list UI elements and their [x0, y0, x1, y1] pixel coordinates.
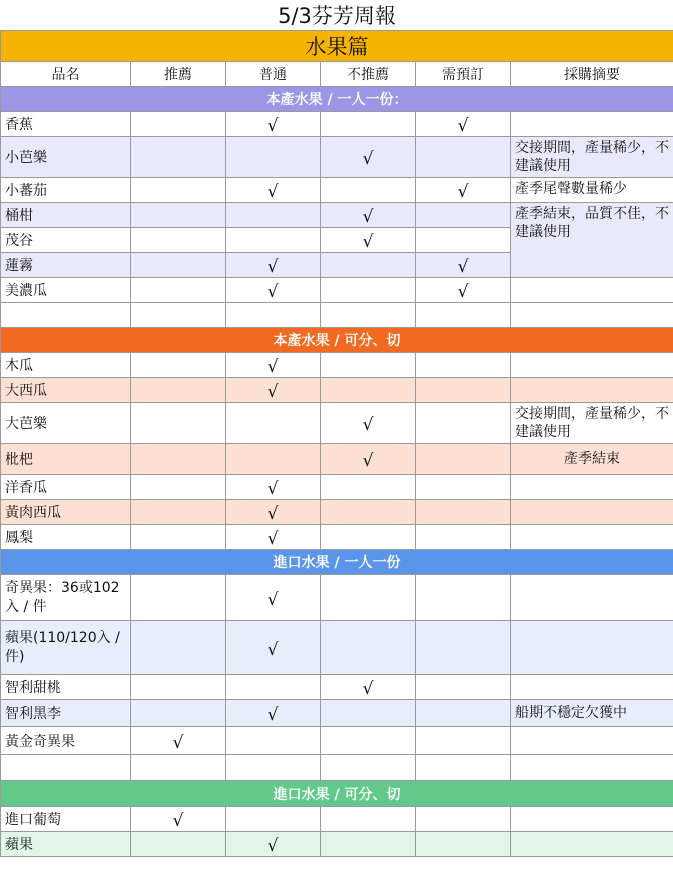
spacer-row [1, 303, 673, 328]
table-row [1, 178, 673, 203]
recommend-cell [131, 253, 226, 278]
not-recommend-cell [321, 353, 416, 378]
preorder-cell: √ [416, 253, 511, 278]
summary-cell [511, 500, 673, 525]
not-recommend-cell [321, 575, 416, 621]
recommend-cell [131, 444, 226, 475]
recommend-cell [131, 525, 226, 550]
summary-cell: 交接期間，產量稀少，不建議使用 [511, 137, 673, 178]
recommend-cell: √ [131, 727, 226, 755]
fruit-name: 木瓜 [1, 353, 131, 378]
normal-cell: √ [226, 378, 321, 403]
summary-cell [511, 727, 673, 755]
recommend-cell [131, 403, 226, 444]
page-subtitle: 水果篇 [1, 31, 673, 62]
table-row [1, 444, 673, 475]
table-row [1, 727, 673, 755]
fruit-name: 大西瓜 [1, 378, 131, 403]
table-row [1, 575, 673, 621]
fruit-name: 奇異果：36或102入 / 件 [1, 575, 131, 621]
recommend-cell [131, 137, 226, 178]
fruit-name: 進口葡萄 [1, 807, 131, 832]
summary-cell: 交接期間，產量稀少，不建議使用 [511, 403, 673, 444]
normal-cell: √ [226, 353, 321, 378]
normal-cell: √ [226, 112, 321, 137]
column-header-normal: 普通 [226, 62, 321, 87]
summary-cell [511, 621, 673, 675]
recommend-cell [131, 378, 226, 403]
fruit-name: 黃金奇異果 [1, 727, 131, 755]
preorder-cell: √ [416, 178, 511, 203]
fruit-name: 黃肉西瓜 [1, 500, 131, 525]
recommend-cell [131, 278, 226, 303]
not-recommend-cell [321, 378, 416, 403]
fruit-name: 桶柑 [1, 203, 131, 228]
fruit-name: 小蕃茄 [1, 178, 131, 203]
recommend-cell: √ [131, 807, 226, 832]
normal-cell: √ [226, 475, 321, 500]
table-row [1, 353, 673, 378]
fruit-name: 茂谷 [1, 228, 131, 253]
preorder-cell: √ [416, 278, 511, 303]
recommend-cell [131, 621, 226, 675]
preorder-cell [416, 353, 511, 378]
summary-cell [511, 807, 673, 832]
not-recommend-cell [321, 621, 416, 675]
preorder-cell [416, 727, 511, 755]
normal-cell [226, 228, 321, 253]
section-header: 本產水果 / 一人一份： [1, 87, 673, 112]
normal-cell [226, 675, 321, 700]
table-row [1, 700, 673, 727]
fruit-name: 枇杷 [1, 444, 131, 475]
recommend-cell [131, 353, 226, 378]
recommend-cell [131, 178, 226, 203]
column-header-not-recommend: 不推薦 [321, 62, 416, 87]
normal-cell [226, 137, 321, 178]
fruit-name: 蓮霧 [1, 253, 131, 278]
column-header-summary: 採購摘要 [511, 62, 673, 87]
preorder-cell [416, 832, 511, 857]
not-recommend-cell [321, 832, 416, 857]
not-recommend-cell [321, 727, 416, 755]
table-row [1, 525, 673, 550]
table-row [1, 203, 673, 228]
preorder-cell [416, 621, 511, 675]
normal-cell [226, 727, 321, 755]
table-row [1, 112, 673, 137]
summary-cell: 產季結束 [511, 444, 673, 475]
table-row [1, 137, 673, 178]
table-row [1, 475, 673, 500]
table-row [1, 278, 673, 303]
normal-cell: √ [226, 525, 321, 550]
not-recommend-cell: √ [321, 444, 416, 475]
table-row [1, 403, 673, 444]
preorder-cell [416, 500, 511, 525]
not-recommend-cell: √ [321, 203, 416, 228]
table-row [1, 500, 673, 525]
not-recommend-cell: √ [321, 137, 416, 178]
fruit-name: 智利甜桃 [1, 675, 131, 700]
normal-cell: √ [226, 621, 321, 675]
not-recommend-cell: √ [321, 403, 416, 444]
recommend-cell [131, 500, 226, 525]
not-recommend-cell [321, 253, 416, 278]
fruit-name: 洋香瓜 [1, 475, 131, 500]
normal-cell: √ [226, 278, 321, 303]
not-recommend-cell [321, 278, 416, 303]
preorder-cell: √ [416, 112, 511, 137]
table-row [1, 807, 673, 832]
normal-cell [226, 444, 321, 475]
table-row [1, 675, 673, 700]
fruit-name: 蘋果 [1, 832, 131, 857]
summary-cell: 產季尾聲數量稀少 [511, 178, 673, 203]
recommend-cell [131, 475, 226, 500]
preorder-cell [416, 378, 511, 403]
column-header-recommend: 推薦 [131, 62, 226, 87]
not-recommend-cell: √ [321, 228, 416, 253]
not-recommend-cell [321, 500, 416, 525]
section-header: 進口水果 / 一人一份 [1, 550, 673, 575]
recommend-cell [131, 112, 226, 137]
fruit-name: 鳳梨 [1, 525, 131, 550]
not-recommend-cell [321, 807, 416, 832]
summary-cell: 產季結束，品質不佳，不建議使用 [511, 203, 673, 278]
not-recommend-cell [321, 700, 416, 727]
normal-cell: √ [226, 832, 321, 857]
preorder-cell [416, 403, 511, 444]
summary-cell [511, 525, 673, 550]
summary-cell [511, 278, 673, 303]
recommend-cell [131, 700, 226, 727]
preorder-cell [416, 203, 511, 228]
summary-cell [511, 353, 673, 378]
preorder-cell [416, 525, 511, 550]
preorder-cell [416, 444, 511, 475]
preorder-cell [416, 228, 511, 253]
summary-cell: 船期不穩定欠獲中 [511, 700, 673, 727]
section-header: 進口水果 / 可分、切 [1, 781, 673, 807]
fruit-name: 香蕉 [1, 112, 131, 137]
not-recommend-cell [321, 475, 416, 500]
fruit-name: 大芭樂 [1, 403, 131, 444]
column-header-preorder: 需預訂 [416, 62, 511, 87]
summary-cell [511, 112, 673, 137]
normal-cell: √ [226, 178, 321, 203]
summary-cell [511, 575, 673, 621]
fruit-name: 美濃瓜 [1, 278, 131, 303]
not-recommend-cell [321, 178, 416, 203]
normal-cell [226, 403, 321, 444]
table-row [1, 378, 673, 403]
summary-cell [511, 675, 673, 700]
preorder-cell [416, 137, 511, 178]
not-recommend-cell: √ [321, 675, 416, 700]
not-recommend-cell [321, 525, 416, 550]
recommend-cell [131, 832, 226, 857]
table-row [1, 832, 673, 857]
preorder-cell [416, 675, 511, 700]
not-recommend-cell [321, 112, 416, 137]
summary-cell [511, 378, 673, 403]
recommend-cell [131, 203, 226, 228]
normal-cell [226, 807, 321, 832]
fruit-name: 蘋果(110/120入 / 件) [1, 621, 131, 675]
summary-cell [511, 832, 673, 857]
column-header-row [1, 62, 673, 87]
preorder-cell [416, 700, 511, 727]
preorder-cell [416, 475, 511, 500]
recommend-cell [131, 228, 226, 253]
normal-cell: √ [226, 700, 321, 727]
normal-cell: √ [226, 500, 321, 525]
section-header: 本產水果 / 可分、切 [1, 328, 673, 353]
preorder-cell [416, 575, 511, 621]
summary-cell [511, 475, 673, 500]
fruit-name: 智利黑李 [1, 700, 131, 727]
page-title: 5/3芬芳周報 [278, 4, 396, 28]
normal-cell: √ [226, 253, 321, 278]
preorder-cell [416, 807, 511, 832]
normal-cell [226, 203, 321, 228]
recommend-cell [131, 575, 226, 621]
column-header-name: 品名 [1, 62, 131, 87]
spacer-row [1, 755, 673, 781]
recommend-cell [131, 675, 226, 700]
fruit-name: 小芭樂 [1, 137, 131, 178]
normal-cell: √ [226, 575, 321, 621]
table-row [1, 621, 673, 675]
